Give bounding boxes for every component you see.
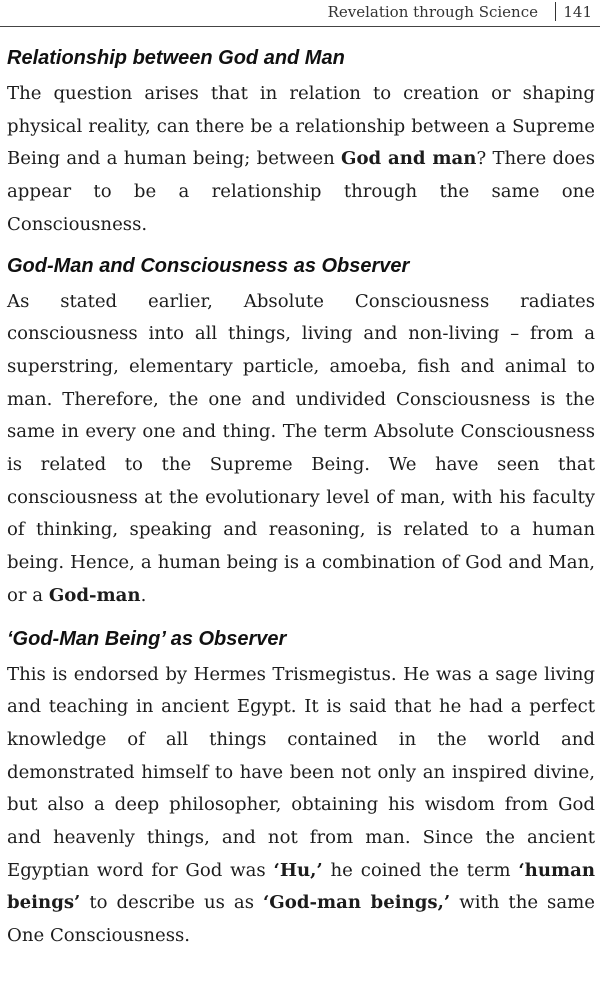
- running-head: [0, 0, 600, 27]
- running-head-divider: [555, 2, 556, 21]
- bold-term: ‘God-man beings,’: [263, 892, 451, 914]
- section-heading-god-man-being: ‘God-Man Being’ as Observer: [7, 627, 287, 650]
- bold-term: ‘Hu,’: [273, 859, 323, 881]
- text-run: to describe us as: [80, 892, 263, 914]
- paragraph-god-man-consciousness: [7, 286, 595, 613]
- text-run: As stated earlier, Absolute Consciousness radiates consciousness into all things, living and non-living – from a superstring, elementary particle, amoeba, fish and animal to man. Therefore, the one and undivided Consciousness is the same in every one and thing. The term Absolute Consciousness is related to the Supreme Being. We have seen that consciousness at the evolutionary level of man, with his faculty of thinking, speaking and reasoning, is related to a human being. Hence, a human being is a combination of God and Man, or a: [7, 290, 595, 606]
- paragraph-relationship: [7, 78, 595, 242]
- page-number: 141: [563, 3, 592, 21]
- bold-term: ‘human beings’: [7, 859, 595, 914]
- paragraph-god-man-being: [7, 659, 595, 953]
- text-run: with the same One Consciousness.: [7, 892, 595, 947]
- section-heading-god-man-consciousness: God-Man and Consciousness as Observer: [7, 254, 410, 277]
- bold-term: God-man: [48, 584, 141, 606]
- text-run: he coined the term: [322, 859, 519, 881]
- text-run: The question arises that in relation to creation or shaping physical reality, can there be a relationship between a Supreme Being and a human being; between: [7, 83, 595, 170]
- running-head-title: Revelation through Science: [327, 3, 538, 21]
- section-heading-relationship: Relationship between God and Man: [7, 47, 345, 69]
- page-body: [7, 34, 595, 953]
- bold-term: God and man: [341, 148, 477, 170]
- text-run: ? There does appear to be a relationship through the same one Consciousness.: [7, 148, 595, 235]
- text-run: This is endorsed by Hermes Trismegistus. He was a sage living and teaching in ancient Egypt. It is said that he had a perfect knowledge of all things contained in the world and demonstrated himself to have been not only an inspired divine, but also a deep philosopher, obtaining his wisdom from God and heavenly things, and not from man. Since the ancient Egyptian word for God was: [7, 663, 595, 881]
- text-run: .: [140, 584, 147, 606]
